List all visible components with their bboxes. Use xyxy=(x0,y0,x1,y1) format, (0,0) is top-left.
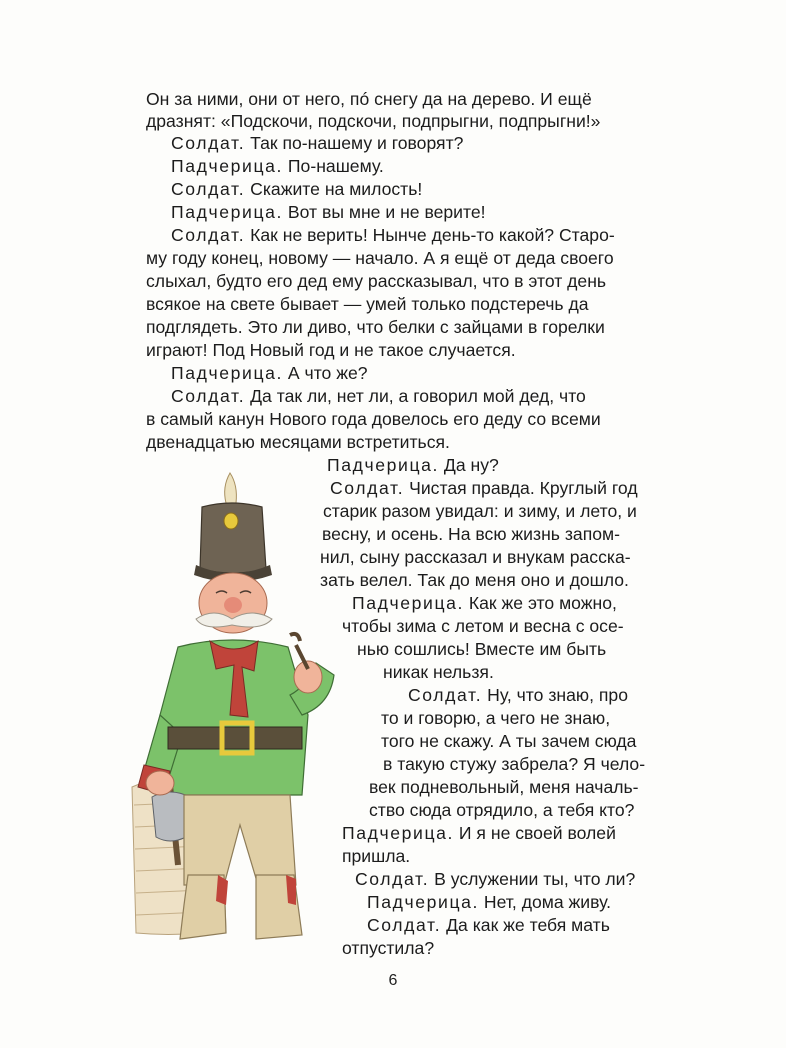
boots xyxy=(180,875,302,939)
speech-text: Как не верить! Нынче день-то какой? Старо- xyxy=(245,225,615,245)
text-line: то и говорю, а чего не знаю, xyxy=(381,708,611,728)
dialogue-line xyxy=(171,362,368,384)
text-line: в такую стужу забрела? Я чело- xyxy=(383,754,646,774)
text-line: зать велел. Так до меня оно и дошло. xyxy=(320,570,629,590)
speaker-name: Солдат. xyxy=(367,915,442,935)
text-line: двенадцатью месяцами встретиться. xyxy=(146,432,450,452)
speaker-name: Солдат. xyxy=(171,133,246,153)
text-line: дразнят: «Подскочи, подскочи, подпрыгни, подпрыгни!» xyxy=(146,111,601,131)
text-line: того не скажу. А ты зачем сюда xyxy=(381,731,637,751)
speech-text: Нет, дома живу. xyxy=(479,892,611,912)
speaker-name: Солдат. xyxy=(171,225,246,245)
speech-text: Скажите на милость! xyxy=(245,179,423,199)
dialogue-line xyxy=(171,385,586,407)
text-line: в самый канун Нового года довелось его деду со всеми xyxy=(146,409,601,429)
speaker-name: Падчерица. xyxy=(327,455,440,475)
speech-text: Да так ли, нет ли, а говорил мой дед, что xyxy=(245,386,586,406)
speech-text: Как же это можно, xyxy=(464,593,617,613)
page-number: 6 xyxy=(388,972,398,989)
shako-hat xyxy=(194,503,272,582)
text-line: подглядеть. Это ли диво, что белки с зайцами в горелки xyxy=(146,317,605,337)
speech-text: Так по-нашему и говорят? xyxy=(245,133,464,153)
text-line: отпустила? xyxy=(342,938,435,958)
dialogue-line xyxy=(367,891,611,913)
dialogue-line xyxy=(171,178,422,200)
speaker-name: Солдат. xyxy=(330,478,405,498)
text-line: никак нельзя. xyxy=(383,662,494,682)
speaker-name: Солдат. xyxy=(355,869,430,889)
speaker-name: Падчерица. xyxy=(171,363,284,383)
dialogue-line xyxy=(171,155,384,177)
soldier-illustration xyxy=(130,465,360,970)
dialogue-line xyxy=(408,684,628,706)
dialogue-line xyxy=(171,224,615,246)
speech-text: Да как же тебя мать xyxy=(441,915,610,935)
speaker-name: Падчерица. xyxy=(352,593,465,613)
plume xyxy=(225,473,237,503)
speech-text: По-нашему. xyxy=(283,156,384,176)
text-line: нил, сыну рассказал и внукам расска- xyxy=(320,547,631,567)
text-line: старик разом увидал: и зиму, и лето, и xyxy=(323,501,637,521)
text-line: всякое на свете бывает — умей только подстеречь да xyxy=(146,294,589,314)
dialogue-line xyxy=(355,868,635,890)
text-line: играют! Под Новый год и не такое случается. xyxy=(146,340,516,360)
text-line: ство сюда отрядило, а тебя кто? xyxy=(369,800,635,820)
dialogue-line xyxy=(171,201,486,223)
dialogue-line xyxy=(342,822,616,844)
text-line: век подневольный, меня началь- xyxy=(369,777,639,797)
speaker-name: Солдат. xyxy=(171,386,246,406)
speech-text: Да ну? xyxy=(439,455,499,475)
speaker-name: Падчерица. xyxy=(171,202,284,222)
text-line: нью сошлись! Вместе им быть xyxy=(357,639,607,659)
text-line: слыхал, будто его дед ему рассказывал, что в этот день xyxy=(146,271,607,291)
text-line: му году конец, новому — начало. А я ещё от деда своего xyxy=(146,248,614,268)
speaker-name: Солдат. xyxy=(408,685,483,705)
speech-text: Вот вы мне и не верите! xyxy=(283,202,486,222)
text-line: пришла. xyxy=(342,846,411,866)
text-line: весну, и осень. На всю жизнь запом- xyxy=(322,524,620,544)
text-line: Он за ними, они от него, пó снегу да на дерево. И ещё xyxy=(146,89,592,109)
dialogue-line xyxy=(330,477,638,499)
speech-text: В услужении ты, что ли? xyxy=(429,869,636,889)
dialogue-line xyxy=(367,914,610,936)
dialogue-line xyxy=(352,592,617,614)
speech-text: И я не своей волей xyxy=(454,823,616,843)
speech-text: А что же? xyxy=(283,363,368,383)
speaker-name: Падчерица. xyxy=(367,892,480,912)
speaker-name: Солдат. xyxy=(171,179,246,199)
speaker-name: Падчерица. xyxy=(342,823,455,843)
trousers xyxy=(184,795,296,885)
face xyxy=(196,573,272,633)
text-line: чтобы зима с летом и весна с осе- xyxy=(342,616,624,636)
belt xyxy=(168,723,302,753)
dialogue-line xyxy=(171,132,463,154)
speech-text: Ну, что знаю, про xyxy=(482,685,628,705)
speech-text: Чистая правда. Круглый год xyxy=(404,478,638,498)
speaker-name: Падчерица. xyxy=(171,156,284,176)
